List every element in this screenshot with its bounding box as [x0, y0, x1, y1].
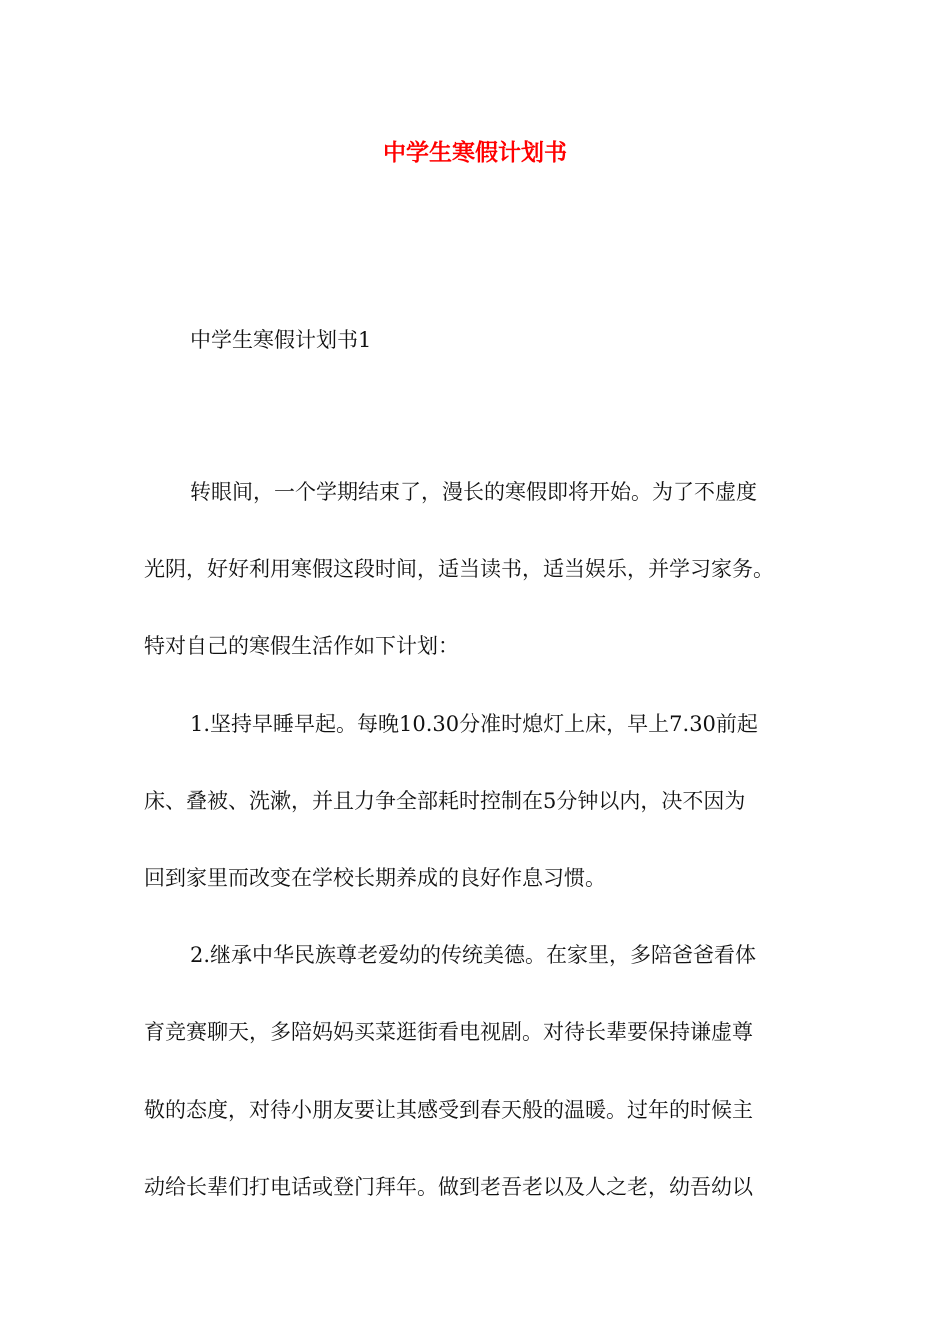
text-line: 敬的态度，对待小朋友要让其感受到春天般的温暖。过年的时候主 — [144, 1097, 753, 1122]
text-line: 1.坚持早睡早起。每晚10.30分准时熄灯上床，早上7.30前起 — [190, 711, 758, 736]
text-line: 特对自己的寒假生活作如下计划： — [144, 634, 459, 659]
text-line: 转眼间，一个学期结束了，漫长的寒假即将开始。为了不虚度 — [190, 480, 757, 504]
text-line: 育竞赛聊天，多陪妈妈买菜逛街看电视剧。对待长辈要保持谦虚尊 — [144, 1020, 753, 1045]
text-line: 床、叠被、洗漱，并且力争全部耗时控制在5分钟以内，决不因为 — [144, 788, 746, 813]
text-line: 2.继承中华民族尊老爱幼的传统美德。在家里，多陪爸爸看体 — [190, 943, 757, 968]
text-line: 回到家里而改变在学校长期养成的良好作息习惯。 — [144, 865, 606, 890]
body-text — [144, 472, 812, 1244]
text-line: 动给长辈们打电话或登门拜年。做到老吾老以及人之老，幼吾幼以 — [144, 1174, 753, 1199]
document-title: 中学生寒假计划书 — [383, 139, 567, 166]
text-line: 光阴，好好利用寒假这段时间，适当读书，适当娱乐，并学习家务。 — [144, 557, 774, 582]
section-heading: 中学生寒假计划书1 — [190, 328, 372, 352]
